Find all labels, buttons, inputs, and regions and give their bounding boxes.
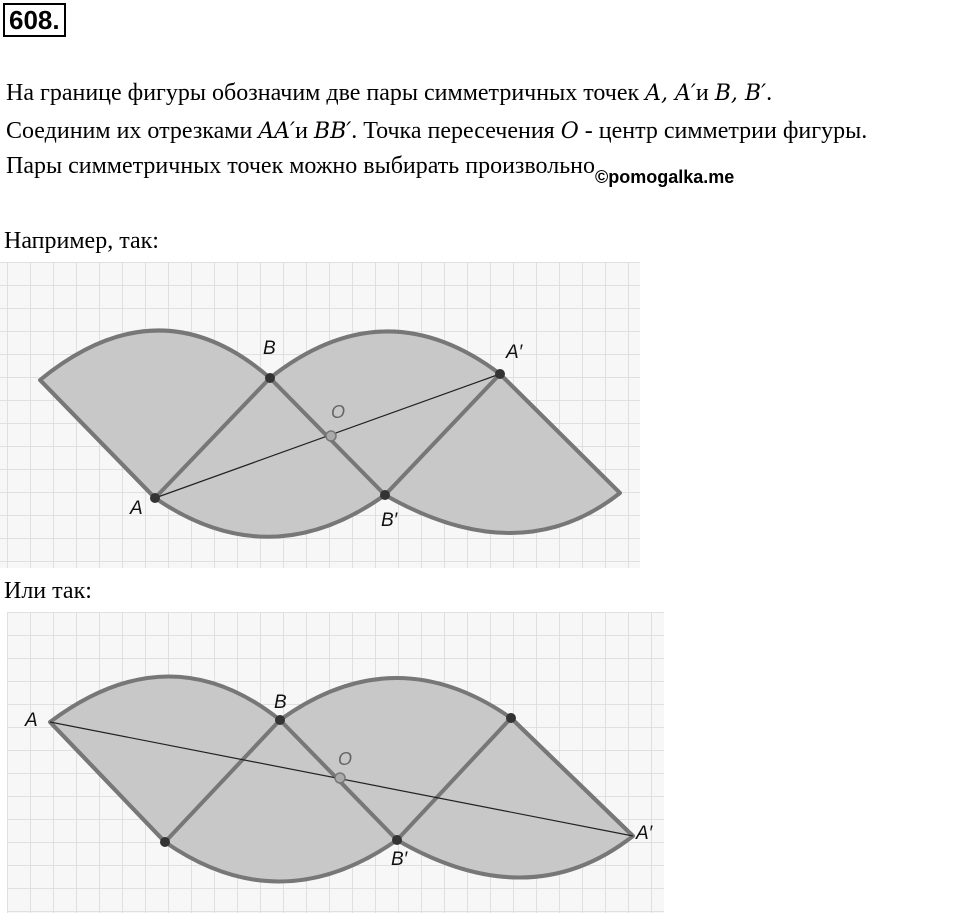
point-B: [265, 373, 275, 383]
text-2d: - центр симметрии фигуры.: [578, 118, 868, 144]
figure-1-svg: [0, 262, 640, 568]
figure-1: [0, 262, 640, 568]
math-AA-seg: AA′: [258, 119, 296, 144]
figure-2-svg: [0, 612, 664, 913]
label-B: B: [274, 692, 287, 713]
example-2-label: Или так:: [4, 578, 92, 604]
label-A: A: [130, 498, 143, 519]
point-upper-right: [506, 713, 516, 723]
label-A-prime: A′: [636, 823, 653, 844]
math-AA: A, A′: [645, 81, 696, 106]
text-line-2: [6, 118, 867, 145]
point-B-prime: [380, 490, 390, 500]
text-1a: На границе фигуры обозначим две пары симметричных точек: [6, 80, 646, 106]
point-O: [326, 431, 336, 441]
math-O: O: [560, 119, 579, 144]
label-A-prime: A′: [506, 342, 523, 363]
point-A: [150, 493, 160, 503]
label-B: B: [263, 338, 276, 359]
label-B-prime: B′: [391, 849, 408, 870]
label-A: A: [25, 710, 38, 731]
point-A-prime: [495, 369, 505, 379]
text-2a: Соединим их отрезками: [6, 118, 259, 144]
label-O: O: [331, 402, 346, 422]
label-O: O: [338, 749, 353, 769]
text-line-3: [6, 153, 735, 187]
text-line-1: [6, 80, 772, 107]
math-BB-seg: BB′: [313, 119, 352, 144]
point-B: [275, 715, 285, 725]
text-1c: .: [766, 80, 773, 106]
point-O: [335, 773, 345, 783]
figure-2: [0, 612, 664, 913]
text-2b: и: [295, 118, 314, 144]
text-1b: и: [695, 80, 715, 106]
point-lower-left: [160, 837, 170, 847]
task-number: 608.: [3, 3, 66, 37]
text-3: Пары симметричных точек можно выбирать произвольно: [6, 153, 596, 179]
label-B-prime: B′: [381, 510, 398, 531]
watermark: ©pomogalka.me: [595, 167, 735, 187]
point-B-prime: [392, 835, 402, 845]
example-1-label: Например, так:: [4, 228, 159, 254]
math-BB: B, B′: [714, 81, 767, 106]
text-2c: . Точка пересечения: [351, 118, 561, 144]
